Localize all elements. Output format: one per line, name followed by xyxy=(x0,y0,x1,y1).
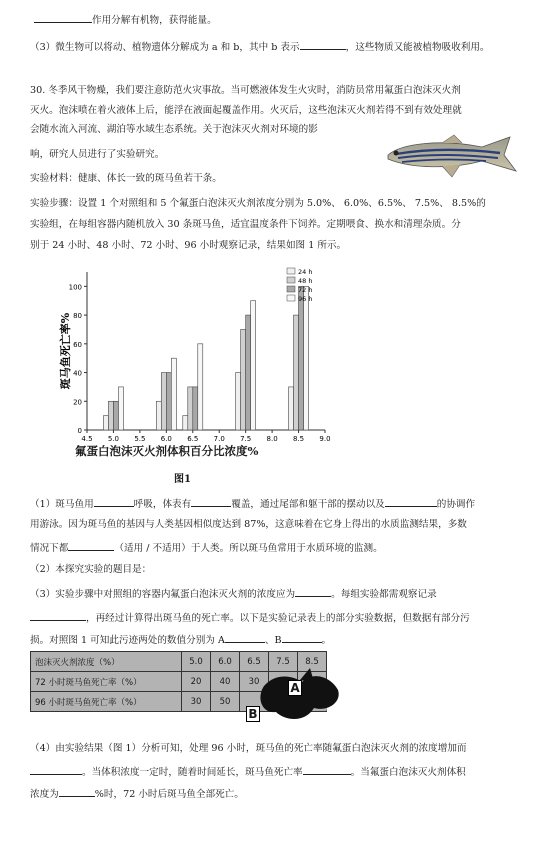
chart-bar xyxy=(171,358,176,430)
text-line: 30. 冬季风干物燥，我们要注意防范火灾事故。当可燃液体发生火灾时，消防员常用氟蛋白泡沫灭火剂 xyxy=(30,85,461,96)
x-tick-label: 5.0 xyxy=(107,435,120,443)
answer-blank[interactable] xyxy=(59,786,95,797)
chart-bar xyxy=(294,315,299,430)
text-line xyxy=(34,12,217,27)
text-line: 响，研究人员进行了实验研究。 xyxy=(30,149,165,160)
chart-bar xyxy=(108,401,113,430)
answer-blank[interactable] xyxy=(191,496,231,507)
text-line: （3）实验步骤中对照组的容器内氟蛋白泡沫灭火剂的浓度应为 。每组实验都需观察记录 xyxy=(30,586,437,601)
text-line: 。当体积浓度一定时，随着时间延长，斑马鱼死亡率 。当氟蛋白泡沫灭火剂体积 xyxy=(30,764,466,779)
y-axis-title: 斑马鱼死亡率% xyxy=(59,312,72,390)
legend-swatch xyxy=(287,268,295,274)
chart-x-title: 氟蛋白泡沫灭火剂体积百分比浓度% xyxy=(75,444,259,458)
answer-blank[interactable] xyxy=(385,496,437,507)
answer-blank[interactable] xyxy=(282,632,322,643)
x-tick-label: 7.0 xyxy=(213,435,225,443)
chart-bar xyxy=(251,301,256,430)
x-tick-label: 6.5 xyxy=(187,435,199,443)
answer-blank[interactable] xyxy=(303,764,351,775)
y-tick-label: 60 xyxy=(73,340,82,349)
answer-blank[interactable] xyxy=(68,540,114,551)
text-line: 用游泳。因为斑马鱼的基因与人类基因相似度达到 87%，这意味着在它身上得出的水质监测结果，多数 xyxy=(30,519,467,530)
x-tick-label: 4.5 xyxy=(81,435,93,443)
x-tick-label: 8.0 xyxy=(266,435,278,443)
x-tick-label: 6.0 xyxy=(160,435,172,443)
chart-bar xyxy=(299,286,304,430)
chart-bar xyxy=(246,315,251,430)
line-text: 作用分解有机物，获得能量。 xyxy=(92,15,217,26)
figure-label: 图1 xyxy=(174,474,191,485)
y-tick-label: 40 xyxy=(73,369,82,378)
chart-bar xyxy=(103,416,108,430)
y-tick-label: 0 xyxy=(77,427,82,435)
chart-bar xyxy=(118,387,123,430)
text-line: ，再经过计算得出斑马鱼的死亡率。以下是实验记录表上的部分实验数据，但数据有部分污 xyxy=(30,610,470,625)
text-line: 灭火。泡沫喷在着火液体上后，能浮在液面起覆盖作用。火灭后，这些泡沫灭火剂若得不到有效处理就 xyxy=(30,105,462,116)
table-row: 泡沫灭火剂浓度（%） 5.0 6.0 6.5 7.5 8.5 xyxy=(31,652,327,672)
line-text: （3）微生物可以将动、植物遗体分解成为 a 和 b，其中 b 表示 xyxy=(30,42,300,53)
answer-blank[interactable] xyxy=(30,764,82,775)
text-line xyxy=(30,39,490,54)
answer-blank[interactable] xyxy=(225,632,265,643)
chart-bar xyxy=(236,373,241,430)
chart-bar xyxy=(241,329,246,430)
chart-bar xyxy=(193,387,198,430)
legend-label: 96 h xyxy=(298,295,313,303)
legend-label: 48 h xyxy=(298,277,313,285)
chart-bar xyxy=(289,387,294,430)
table-row: 72 小时斑马鱼死亡率（%） 20 40 30 xyxy=(31,672,327,692)
text-line: （2）本探究实验的题目是： xyxy=(30,564,152,575)
mortality-bar-chart xyxy=(55,262,345,462)
chart-bar xyxy=(161,373,166,430)
legend-swatch xyxy=(287,295,295,301)
text-line: 实验步骤：设置 1 个对照组和 5 个氟蛋白泡沫灭火剂浓度分别为 5.0%、 6.0%、6.5%、 7.5%、 8.5%的 xyxy=(30,198,486,209)
chart-bar xyxy=(188,387,193,430)
answer-blank[interactable] xyxy=(34,12,92,23)
x-tick-label: 9.0 xyxy=(319,435,331,443)
text-line: 损。对照图 1 可知此污迹两处的数值分别为 A 、B 。 xyxy=(30,632,331,647)
text-line: 实验组，在每组容器内随机放入 30 条斑马鱼，适宜温度条件下饲养。定期喂食、换水和清理杂质。分 xyxy=(30,219,461,230)
text-line: 别于 24 小时、48 小时、72 小时、96 小时观察记录，结果如图 1 所示。 xyxy=(30,240,347,251)
stain-label-b: B xyxy=(246,706,260,722)
answer-blank[interactable] xyxy=(295,586,331,597)
legend-swatch xyxy=(287,277,295,283)
x-tick-label: 5.5 xyxy=(134,435,146,443)
line-text: ，这些物质又能被植物吸收利用。 xyxy=(345,42,490,53)
text-line: 会随水流入河流、湖泊等水域生态系统。关于泡沫灭火剂对环境的影 xyxy=(30,124,318,135)
answer-blank[interactable] xyxy=(300,39,346,50)
zebrafish-image xyxy=(382,131,522,181)
text-line: 情况下都 （适用 / 不适用）于人类。所以斑马鱼常用于水质环境的监测。 xyxy=(30,540,383,555)
legend-swatch xyxy=(287,286,295,292)
y-tick-label: 100 xyxy=(68,283,82,292)
x-tick-label: 8.5 xyxy=(292,435,305,443)
text-line: 实验材料：健康、体长一致的斑马鱼若干条。 xyxy=(30,173,222,184)
x-tick-label: 7.5 xyxy=(240,435,252,443)
legend-label: 72 h xyxy=(298,286,313,294)
text-line: （4）由实验结果（图 1）分析可知，处理 96 小时，斑马鱼的死亡率随氟蛋白泡沫灭火剂的浓度增加而 xyxy=(30,743,467,754)
ink-stain xyxy=(254,668,344,728)
chart-bar xyxy=(183,416,188,430)
chart-bar xyxy=(304,286,309,430)
chart-bar xyxy=(156,401,161,430)
chart-bar xyxy=(113,401,118,430)
y-tick-label: 80 xyxy=(73,312,82,321)
y-tick-label: 20 xyxy=(73,398,82,407)
stain-label-a: A xyxy=(288,680,302,696)
chart-bar xyxy=(166,373,171,430)
answer-blank[interactable] xyxy=(30,610,86,621)
legend-label: 24 h xyxy=(298,268,313,276)
table-row: 96 小时斑马鱼死亡率（%） 30 50 xyxy=(31,692,327,712)
answer-blank[interactable] xyxy=(94,496,134,507)
text-line: （1）斑马鱼用 呼吸，体表有 覆盖，通过尾部和躯干部的摆动以及 的协调作 xyxy=(30,496,475,511)
text-line: 浓度为 %时，72 小时后斑马鱼全部死亡。 xyxy=(30,786,244,801)
chart-bar xyxy=(198,344,203,430)
